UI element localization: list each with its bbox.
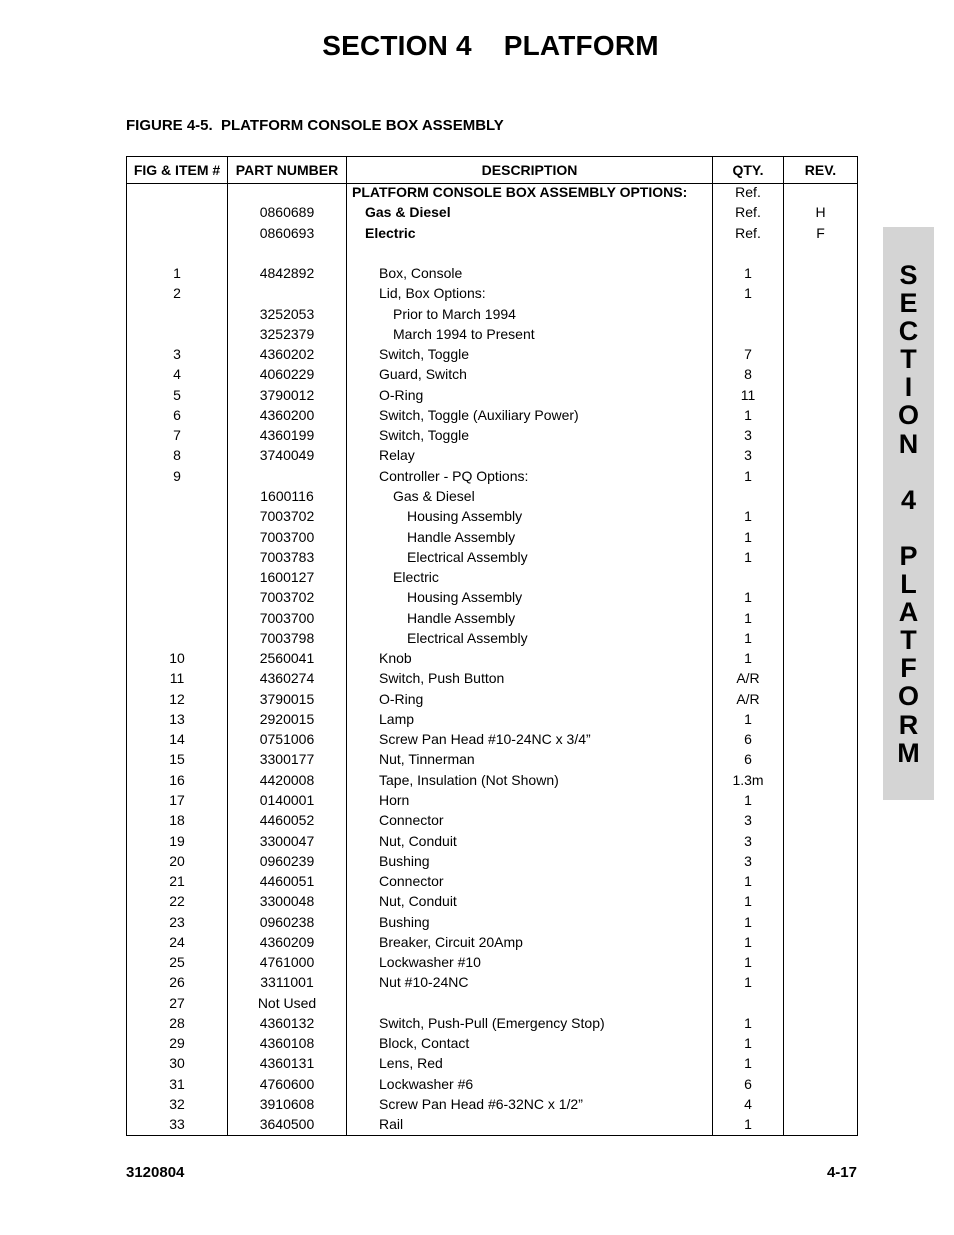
table-row bbox=[127, 689, 857, 709]
fig-item-cell: 5 bbox=[173, 386, 181, 403]
side-tab-letter: S bbox=[899, 260, 918, 290]
table-row bbox=[127, 223, 857, 243]
table-row bbox=[127, 344, 857, 364]
side-tab-letter bbox=[883, 514, 934, 542]
qty-cell: 3 bbox=[744, 852, 752, 869]
fig-item-cell: 27 bbox=[169, 994, 185, 1011]
description-cell: Electrical Assembly bbox=[407, 629, 528, 646]
rev-cell: H bbox=[815, 204, 826, 221]
table-row bbox=[127, 506, 857, 526]
table-row bbox=[127, 202, 857, 222]
part-number-cell: 4761000 bbox=[259, 954, 315, 971]
part-number-cell: 3300177 bbox=[259, 751, 315, 768]
description-cell: Lamp bbox=[379, 710, 415, 727]
part-number-cell: 3252053 bbox=[259, 305, 315, 322]
qty-cell: 1 bbox=[744, 609, 752, 626]
description-cell: O-Ring bbox=[379, 386, 424, 403]
description-cell: Block, Contact bbox=[379, 1035, 470, 1052]
table-row bbox=[127, 891, 857, 911]
table-row bbox=[127, 263, 857, 283]
qty-cell: A/R bbox=[736, 690, 760, 707]
description-cell: Bushing bbox=[379, 852, 430, 869]
part-number-cell: 7003700 bbox=[259, 609, 315, 626]
section-title: SECTION 4 PLATFORM bbox=[322, 30, 659, 61]
fig-item-cell: 26 bbox=[169, 974, 185, 991]
description-cell: Lockwasher #6 bbox=[379, 1075, 474, 1092]
parts-table bbox=[126, 156, 858, 1136]
description-cell: Switch, Toggle (Auxiliary Power) bbox=[379, 406, 579, 423]
part-number-cell: 4360200 bbox=[259, 406, 315, 423]
fig-item-cell: 21 bbox=[169, 873, 185, 890]
table-row bbox=[127, 364, 857, 384]
description-cell: Electric bbox=[365, 224, 416, 241]
table-row bbox=[127, 608, 857, 628]
side-tab-letter: M bbox=[897, 737, 920, 768]
fig-item-cell: 13 bbox=[169, 710, 185, 727]
description-cell: PLATFORM CONSOLE BOX ASSEMBLY OPTIONS: bbox=[352, 184, 688, 200]
qty-cell: 1 bbox=[744, 508, 752, 525]
description-cell: Bushing bbox=[379, 913, 430, 930]
table-row bbox=[127, 1053, 857, 1073]
side-tab-letter: O bbox=[897, 681, 919, 712]
side-tab-letter: I bbox=[904, 372, 913, 403]
qty-cell: 4 bbox=[744, 1095, 752, 1112]
table-row bbox=[127, 1094, 857, 1114]
table-row bbox=[127, 628, 857, 648]
fig-item-cell: 11 bbox=[169, 670, 185, 687]
table-row bbox=[127, 993, 857, 1013]
qty-cell: 1 bbox=[744, 1055, 752, 1072]
table-row bbox=[127, 749, 857, 769]
description-cell: Switch, Toggle bbox=[379, 427, 470, 444]
part-number-cell: 1600127 bbox=[259, 569, 315, 586]
part-number-cell: 3790012 bbox=[259, 386, 315, 403]
table-row bbox=[127, 283, 857, 303]
qty-cell: 1 bbox=[744, 791, 752, 808]
description-cell: Nut, Conduit bbox=[379, 893, 457, 910]
qty-cell: 8 bbox=[744, 366, 752, 383]
qty-cell: 3 bbox=[744, 812, 752, 829]
table-row bbox=[127, 425, 857, 445]
fig-item-cell: 18 bbox=[169, 812, 185, 829]
table-row bbox=[127, 770, 857, 790]
fig-item-cell: 8 bbox=[173, 447, 181, 464]
part-number-cell: Not Used bbox=[257, 994, 317, 1011]
qty-cell: 6 bbox=[744, 751, 752, 768]
description-cell: Lockwasher #10 bbox=[379, 954, 481, 971]
description-cell: Switch, Push-Pull (Emergency Stop) bbox=[379, 1014, 605, 1031]
part-number-cell: 0860689 bbox=[259, 204, 315, 221]
qty-cell: 1 bbox=[744, 406, 752, 423]
side-tab-letter: L bbox=[900, 569, 917, 600]
table-row bbox=[127, 729, 857, 749]
doc-number: 3120804 bbox=[126, 1164, 185, 1181]
table-row bbox=[127, 445, 857, 465]
header-fig-item: FIG & ITEM # bbox=[133, 162, 221, 178]
fig-item-cell: 12 bbox=[169, 690, 185, 707]
description-cell: Connector bbox=[379, 873, 444, 890]
qty-cell: 1 bbox=[744, 710, 752, 727]
qty-cell: A/R bbox=[736, 670, 760, 687]
fig-item-cell: 1 bbox=[173, 265, 181, 282]
part-number-cell: 4360132 bbox=[259, 1014, 315, 1031]
qty-cell: Ref. bbox=[735, 184, 761, 200]
side-tab-letter: 4 bbox=[900, 484, 917, 515]
part-number-cell: 3740049 bbox=[259, 447, 315, 464]
fig-item-cell: 2 bbox=[173, 285, 181, 302]
qty-cell: 1 bbox=[744, 629, 752, 646]
table-row bbox=[127, 790, 857, 810]
description-cell: Controller - PQ Options: bbox=[379, 467, 529, 484]
part-number-cell: 3300048 bbox=[259, 893, 315, 910]
fig-item-cell: 31 bbox=[169, 1075, 185, 1092]
fig-item-cell: 23 bbox=[169, 913, 185, 930]
part-number-cell: 0960239 bbox=[259, 852, 315, 869]
description-cell: Housing Assembly bbox=[407, 589, 523, 606]
part-number-cell: 3790015 bbox=[259, 690, 315, 707]
part-number-cell: 7003783 bbox=[259, 548, 315, 565]
table-row bbox=[127, 486, 857, 506]
description-cell: O-Ring bbox=[379, 690, 424, 707]
part-number-cell: 3300047 bbox=[259, 832, 315, 849]
part-number-cell: 3640500 bbox=[259, 1116, 315, 1133]
qty-cell: 1.3m bbox=[732, 771, 764, 788]
part-number-cell: 3910608 bbox=[259, 1095, 315, 1112]
fig-item-cell: 16 bbox=[169, 771, 185, 788]
qty-cell: 1 bbox=[744, 873, 752, 890]
qty-cell: 1 bbox=[744, 528, 752, 545]
qty-cell: 3 bbox=[744, 447, 752, 464]
table-row bbox=[127, 466, 857, 486]
table-row bbox=[127, 243, 857, 263]
table-row bbox=[127, 1114, 857, 1134]
qty-cell: 1 bbox=[744, 954, 752, 971]
part-number-cell: 4360202 bbox=[259, 346, 315, 363]
table-row bbox=[127, 912, 857, 932]
part-number-cell: 4360199 bbox=[259, 427, 315, 444]
page-number: 4-17 bbox=[826, 1164, 857, 1181]
fig-item-cell: 33 bbox=[169, 1116, 185, 1133]
qty-cell: 1 bbox=[744, 1035, 752, 1052]
description-cell: Guard, Switch bbox=[379, 366, 467, 383]
header-rev: REV. bbox=[804, 162, 837, 178]
part-number-cell: 0860693 bbox=[259, 224, 315, 241]
side-tab-letter: O bbox=[897, 400, 919, 431]
qty-cell: 1 bbox=[744, 933, 752, 950]
part-number-cell: 4360131 bbox=[259, 1055, 315, 1072]
qty-cell: 1 bbox=[744, 467, 752, 484]
side-tab-letter: T bbox=[900, 625, 917, 656]
qty-cell: 1 bbox=[744, 265, 752, 282]
part-number-cell: 4360209 bbox=[259, 933, 315, 950]
description-cell: Nut #10-24NC bbox=[379, 974, 469, 991]
part-number-cell: 2920015 bbox=[259, 710, 315, 727]
section-side-tab bbox=[883, 227, 934, 800]
description-cell: Lid, Box Options: bbox=[379, 285, 486, 302]
table-row bbox=[127, 182, 857, 202]
side-tab-letter: R bbox=[898, 709, 919, 740]
part-number-cell: 0140001 bbox=[259, 791, 315, 808]
description-cell: Electrical Assembly bbox=[407, 548, 528, 565]
qty-cell: 6 bbox=[744, 731, 752, 748]
part-number-cell: 4460051 bbox=[259, 873, 315, 890]
table-row bbox=[127, 871, 857, 891]
side-tab-letter: N bbox=[898, 428, 919, 459]
part-number-cell: 7003798 bbox=[259, 629, 315, 646]
qty-cell: 1 bbox=[744, 974, 752, 991]
table-row bbox=[127, 385, 857, 405]
description-cell: Box, Console bbox=[379, 265, 463, 282]
fig-item-cell: 15 bbox=[169, 751, 185, 768]
part-number-cell: 7003702 bbox=[259, 508, 315, 525]
fig-item-cell: 32 bbox=[169, 1095, 185, 1112]
part-number-cell: 4060229 bbox=[259, 366, 315, 383]
part-number-cell: 2560041 bbox=[259, 650, 315, 667]
side-tab-letter: T bbox=[900, 344, 917, 375]
qty-cell: 3 bbox=[744, 832, 752, 849]
header-description: DESCRIPTION bbox=[481, 162, 578, 178]
qty-cell: 1 bbox=[744, 913, 752, 930]
part-number-cell: 4460052 bbox=[259, 812, 315, 829]
description-cell: March 1994 to Present bbox=[393, 325, 535, 342]
fig-item-cell: 28 bbox=[169, 1014, 185, 1031]
qty-cell: 1 bbox=[744, 589, 752, 606]
qty-cell: 11 bbox=[740, 386, 756, 403]
description-cell: Breaker, Circuit 20Amp bbox=[379, 933, 523, 950]
description-cell: Housing Assembly bbox=[407, 508, 523, 525]
qty-cell: 3 bbox=[744, 427, 752, 444]
fig-item-cell: 29 bbox=[169, 1035, 185, 1052]
description-cell: Gas & Diesel bbox=[393, 487, 475, 504]
part-number-cell: 7003700 bbox=[259, 528, 315, 545]
fig-item-cell: 20 bbox=[169, 852, 185, 869]
part-number-cell: 3311001 bbox=[260, 974, 314, 991]
qty-cell: 1 bbox=[744, 548, 752, 565]
qty-cell: 1 bbox=[744, 650, 752, 667]
description-cell: Handle Assembly bbox=[407, 609, 516, 626]
fig-item-cell: 25 bbox=[169, 954, 185, 971]
side-tab-letter: C bbox=[898, 316, 919, 347]
qty-cell: 7 bbox=[744, 346, 752, 363]
side-tab-letter: P bbox=[899, 540, 918, 571]
table-row bbox=[127, 324, 857, 344]
fig-item-cell: 4 bbox=[173, 366, 181, 383]
header-part-number: PART NUMBER bbox=[235, 162, 339, 178]
table-body bbox=[127, 182, 857, 1134]
qty-cell: 1 bbox=[744, 1014, 752, 1031]
figure-title: FIGURE 4-5. PLATFORM CONSOLE BOX ASSEMBLY bbox=[126, 117, 504, 134]
qty-cell: 1 bbox=[744, 285, 752, 302]
description-cell: Screw Pan Head #10-24NC x 3/4” bbox=[379, 731, 591, 748]
table-row bbox=[127, 709, 857, 729]
table-row bbox=[127, 972, 857, 992]
part-number-cell: 7003702 bbox=[259, 589, 315, 606]
table-row bbox=[127, 405, 857, 425]
table-row bbox=[127, 304, 857, 324]
table-row bbox=[127, 527, 857, 547]
table-row bbox=[127, 810, 857, 830]
part-number-cell: 4420008 bbox=[259, 771, 315, 788]
description-cell: Prior to March 1994 bbox=[393, 305, 516, 322]
description-cell: Gas & Diesel bbox=[365, 204, 451, 221]
header-qty: QTY. bbox=[732, 162, 764, 178]
table-header bbox=[127, 157, 857, 184]
side-tab-letter: E bbox=[899, 288, 918, 319]
qty-cell: 1 bbox=[744, 893, 752, 910]
table-row bbox=[127, 1013, 857, 1033]
part-number-cell: 4760600 bbox=[259, 1075, 315, 1092]
part-number-cell: 1600116 bbox=[260, 487, 314, 504]
description-cell: Knob bbox=[379, 650, 412, 667]
description-cell: Nut, Conduit bbox=[379, 832, 457, 849]
side-tab-letter: F bbox=[900, 653, 917, 684]
fig-item-cell: 19 bbox=[169, 832, 185, 849]
fig-item-cell: 10 bbox=[169, 650, 185, 667]
table-row bbox=[127, 952, 857, 972]
qty-cell: 6 bbox=[744, 1075, 752, 1092]
fig-item-cell: 30 bbox=[169, 1055, 185, 1072]
part-number-cell: 4360108 bbox=[259, 1035, 315, 1052]
table-row bbox=[127, 851, 857, 871]
side-tab-letters bbox=[883, 261, 934, 767]
description-cell: Switch, Push Button bbox=[379, 670, 505, 687]
part-number-cell: 4360274 bbox=[259, 670, 315, 687]
fig-item-cell: 22 bbox=[169, 893, 185, 910]
side-tab-letter bbox=[883, 458, 934, 486]
description-cell: Electric bbox=[393, 569, 439, 586]
description-cell: Horn bbox=[379, 791, 410, 808]
qty-cell: Ref. bbox=[735, 204, 761, 221]
fig-item-cell: 3 bbox=[173, 346, 181, 363]
part-number-cell: 4842892 bbox=[259, 265, 315, 282]
description-cell: Nut, Tinnerman bbox=[379, 751, 475, 768]
description-cell: Switch, Toggle bbox=[379, 346, 470, 363]
fig-item-cell: 6 bbox=[173, 406, 181, 423]
fig-item-cell: 14 bbox=[169, 731, 185, 748]
qty-cell: Ref. bbox=[735, 224, 761, 241]
description-cell: Screw Pan Head #6-32NC x 1/2” bbox=[379, 1095, 583, 1112]
fig-item-cell: 9 bbox=[173, 467, 181, 484]
table-row bbox=[127, 587, 857, 607]
fig-item-cell: 7 bbox=[173, 427, 181, 444]
qty-cell: 1 bbox=[744, 1116, 752, 1133]
table-row bbox=[127, 831, 857, 851]
table-row bbox=[127, 668, 857, 688]
part-number-cell: 0960238 bbox=[259, 913, 315, 930]
rev-cell: F bbox=[816, 224, 825, 241]
part-number-cell: 3252379 bbox=[259, 325, 315, 342]
table-row bbox=[127, 648, 857, 668]
description-cell: Rail bbox=[379, 1116, 404, 1133]
part-number-cell: 0751006 bbox=[259, 731, 315, 748]
description-cell: Handle Assembly bbox=[407, 528, 516, 545]
table-row bbox=[127, 1074, 857, 1094]
side-tab-letter: A bbox=[898, 597, 919, 628]
description-cell: Lens, Red bbox=[379, 1055, 443, 1072]
table-row bbox=[127, 547, 857, 567]
table-row bbox=[127, 567, 857, 587]
description-cell: Connector bbox=[379, 812, 444, 829]
fig-item-cell: 24 bbox=[169, 933, 185, 950]
fig-item-cell: 17 bbox=[169, 791, 185, 808]
table-row bbox=[127, 932, 857, 952]
table-row bbox=[127, 1033, 857, 1053]
description-cell: Tape, Insulation (Not Shown) bbox=[379, 771, 559, 788]
description-cell: Relay bbox=[379, 447, 415, 464]
